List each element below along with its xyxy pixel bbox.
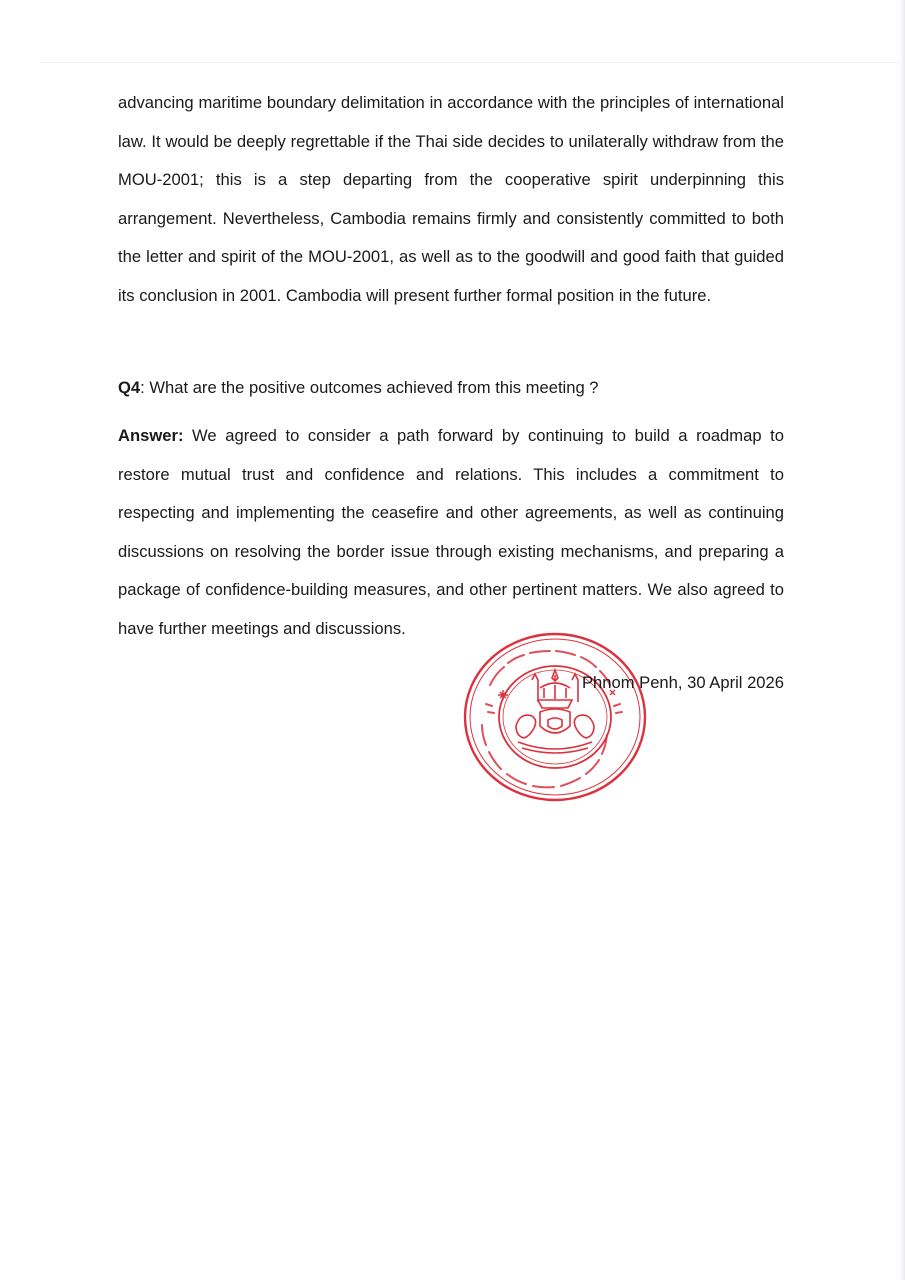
scan-edge-top xyxy=(40,62,900,63)
answer-label: Answer: xyxy=(118,426,184,445)
question-label: Q4 xyxy=(118,378,141,397)
answer-paragraph xyxy=(118,417,784,649)
question-q4 xyxy=(118,369,784,408)
question-text: : What are the positive outcomes achieved from this meeting ? xyxy=(140,378,599,397)
official-seal-icon xyxy=(460,630,650,805)
scan-edge-right xyxy=(899,0,905,1280)
place-and-date: Phnom Penh, 30 April 2026 xyxy=(581,673,784,692)
answer-text: We agreed to consider a path forward by continuing to build a roadmap to restore mutual trust and confidence and relations. This includes a commitment to respecting and implementing the ceasefire and other agreements, as well as continuing discussions on resolving the border issue through existing mechanisms, and preparing a package of confidence-building measures, and other pertinent matters. We also agreed to have further meetings and discussions. xyxy=(118,426,784,638)
continued-paragraph: advancing maritime boundary delimitation in accordance with the principles of international law. It would be deeply regrettable if the Thai side decides to unilaterally withdraw from the MOU-2001; this is a step departing from the cooperative spirit underpinning this arrangement. Nevertheless, Cambodia remains firmly and consistently committed to both the letter and spirit of the MOU-2001, as well as to the goodwill and good faith that guided its conclusion in 2001. Cambodia will present further formal position in the future. xyxy=(118,93,784,305)
